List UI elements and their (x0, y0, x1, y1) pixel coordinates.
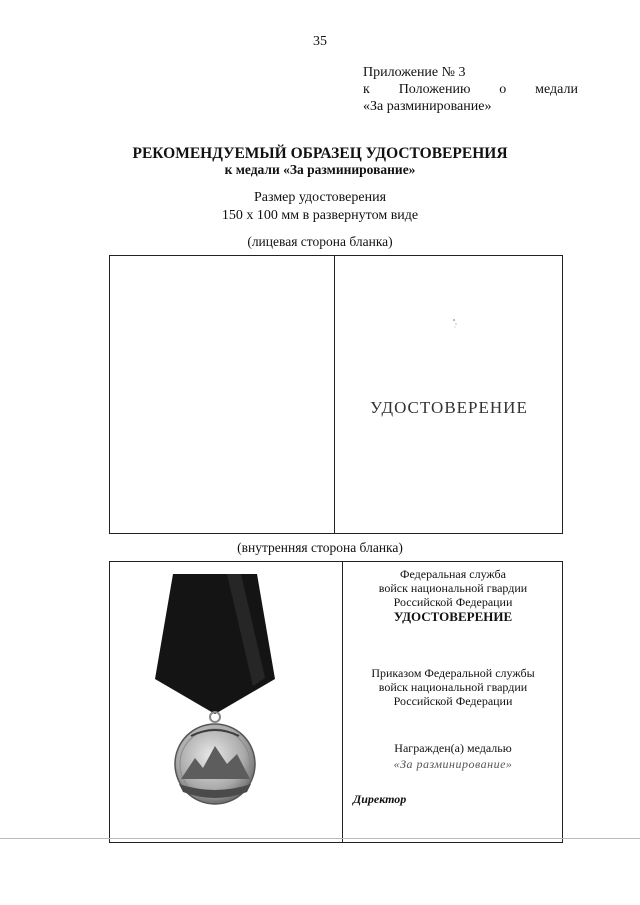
front-fold-line (334, 255, 335, 534)
agency-name (343, 567, 563, 609)
scan-edge-line (0, 838, 640, 839)
agency-line: войск национальной гвардии (378, 581, 528, 595)
agency-line: Российской Федерации (393, 595, 513, 609)
awarded-label: Награжден(а) медалью (394, 741, 512, 755)
appendix-word: к (363, 82, 370, 97)
appendix-word: медали (535, 82, 578, 97)
appendix-line-1: Приложение № 3 (363, 65, 466, 80)
scan-speck-icon (452, 318, 458, 328)
medal-icon (145, 574, 285, 824)
order-line: Приказом Федеральной службы (371, 666, 535, 680)
front-certificate-title: УДОСТОВЕРЕНИЕ (370, 398, 528, 417)
size-label: Размер удостоверения (253, 190, 387, 205)
front-side-form (109, 255, 563, 534)
size-value: 150 х 100 мм в развернутом виде (221, 208, 419, 223)
appendix-line-2 (363, 81, 578, 98)
appendix-word: о (499, 82, 507, 97)
medal-name: «За разминирование» (393, 757, 513, 771)
order-line: Российской Федерации (393, 694, 513, 708)
director-label: Директор (353, 792, 407, 806)
document-subtitle: к медали «За разминирование» (224, 162, 416, 177)
front-side-caption: (лицевая сторона бланка) (247, 234, 393, 249)
inner-side-caption: (внутренняя сторона бланка) (237, 540, 403, 555)
appendix-line-3: «За разминирование» (363, 99, 492, 114)
inner-certificate-title: УДОСТОВЕРЕНИЕ (393, 609, 513, 624)
order-text (343, 666, 563, 708)
appendix-note (363, 64, 578, 115)
order-line: войск национальной гвардии (378, 680, 528, 694)
document-title: РЕКОМЕНДУЕМЫЙ ОБРАЗЕЦ УДОСТОВЕРЕНИЯ (132, 145, 508, 162)
agency-line: Федеральная служба (400, 567, 506, 581)
page-number: 35 (313, 34, 327, 49)
appendix-word: Положению (398, 82, 471, 97)
